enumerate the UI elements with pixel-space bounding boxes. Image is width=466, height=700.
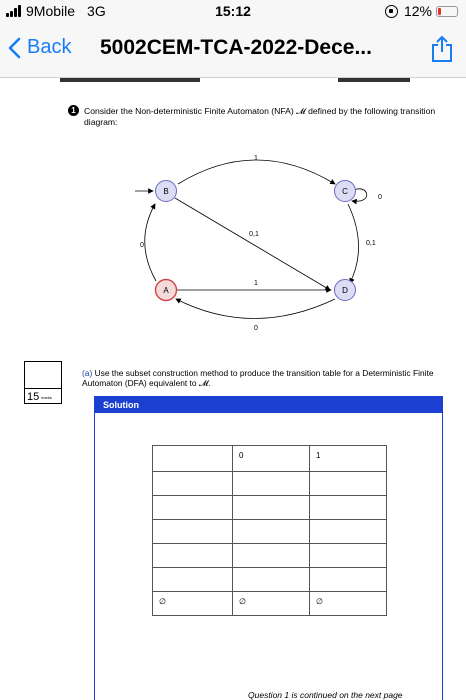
state-d	[335, 280, 356, 301]
table-cell: 0	[233, 446, 310, 472]
table-cell	[310, 472, 387, 496]
state-d-label: D	[342, 286, 348, 295]
edge-a-to-b	[145, 204, 156, 281]
table-cell	[153, 496, 233, 520]
edge-b-to-d	[175, 198, 330, 290]
edge-label-d-to-a: 0	[254, 325, 258, 332]
header-text-clip	[60, 78, 200, 82]
table-cell	[310, 520, 387, 544]
edge-label-c-to-d: 0,1	[366, 240, 376, 247]
state-a-label: A	[163, 286, 169, 295]
document-title: 5002CEM-TCA-2022-Dece...	[100, 36, 372, 59]
state-c	[335, 181, 356, 202]
table-cell	[153, 446, 233, 472]
marks-box	[24, 361, 62, 389]
marks-label: marks	[41, 395, 52, 400]
edge-label-a-to-d: 1	[254, 280, 258, 287]
document-page[interactable]	[0, 78, 466, 700]
header-text-clip	[338, 78, 410, 82]
state-c-label: C	[342, 187, 348, 196]
state-b-label: B	[163, 187, 169, 196]
status-right	[385, 3, 458, 19]
edge-label-b-to-c: 1	[254, 155, 258, 162]
table-row	[153, 520, 387, 544]
table-row	[153, 592, 387, 616]
edge-d-to-a	[176, 299, 335, 319]
table-cell: ∅	[233, 592, 310, 616]
navigation-bar	[0, 22, 466, 78]
nfa-diagram	[120, 148, 400, 338]
status-time: 15:12	[215, 3, 251, 19]
continued-note: Question 1 is continued on the next page	[248, 690, 403, 700]
edge-label-b-to-d: 0,1	[249, 231, 259, 238]
table-row	[153, 544, 387, 568]
part-a-question	[82, 368, 442, 388]
chevron-left-icon	[8, 37, 21, 59]
table-cell	[233, 568, 310, 592]
edge-c-to-d	[348, 204, 359, 283]
table-cell	[233, 520, 310, 544]
table-cell: ∅	[153, 592, 233, 616]
part-a-label: (a)	[82, 368, 93, 378]
table-cell	[233, 496, 310, 520]
share-icon	[430, 35, 454, 63]
share-button[interactable]	[430, 35, 454, 68]
table-row	[153, 472, 387, 496]
table-cell	[153, 568, 233, 592]
table-row	[153, 568, 387, 592]
table-cell	[310, 568, 387, 592]
table-cell	[310, 544, 387, 568]
table-cell	[233, 544, 310, 568]
table-header-row	[153, 446, 387, 472]
status-bar	[0, 0, 466, 22]
state-a	[156, 280, 177, 301]
table-cell: 1	[310, 446, 387, 472]
table-cell: ∅	[310, 592, 387, 616]
table-cell	[153, 472, 233, 496]
network-type: 3G	[87, 3, 106, 19]
back-button[interactable]	[8, 36, 71, 59]
part-a-text: Use the subset construction method to produce the transition table for a Deterministic Finite Automaton (DFA) equivalent to 𝓜.	[82, 368, 434, 388]
back-label: Back	[27, 36, 72, 58]
carrier-name: 9Mobile	[26, 3, 76, 19]
table-cell	[310, 496, 387, 520]
state-b	[156, 181, 177, 202]
table-cell	[153, 520, 233, 544]
battery-icon	[436, 6, 458, 17]
battery-percent: 12%	[403, 3, 432, 19]
question-number-badge: 1	[68, 105, 79, 116]
table-row	[153, 496, 387, 520]
transition-table	[152, 445, 387, 616]
marks-value: 15	[27, 391, 40, 403]
table-cell	[233, 472, 310, 496]
question-text: Consider the Non-deterministic Finite Automaton (NFA) 𝓜 defined by the following transition diagram:	[84, 106, 436, 127]
solution-heading: Solution	[95, 397, 442, 413]
table-cell	[153, 544, 233, 568]
edge-label-a-to-b: 0	[140, 242, 144, 249]
orientation-lock-icon	[385, 5, 398, 18]
edge-label-c-loop: 0	[378, 194, 382, 201]
solution-box	[94, 396, 443, 700]
edge-b-to-c	[178, 160, 335, 184]
